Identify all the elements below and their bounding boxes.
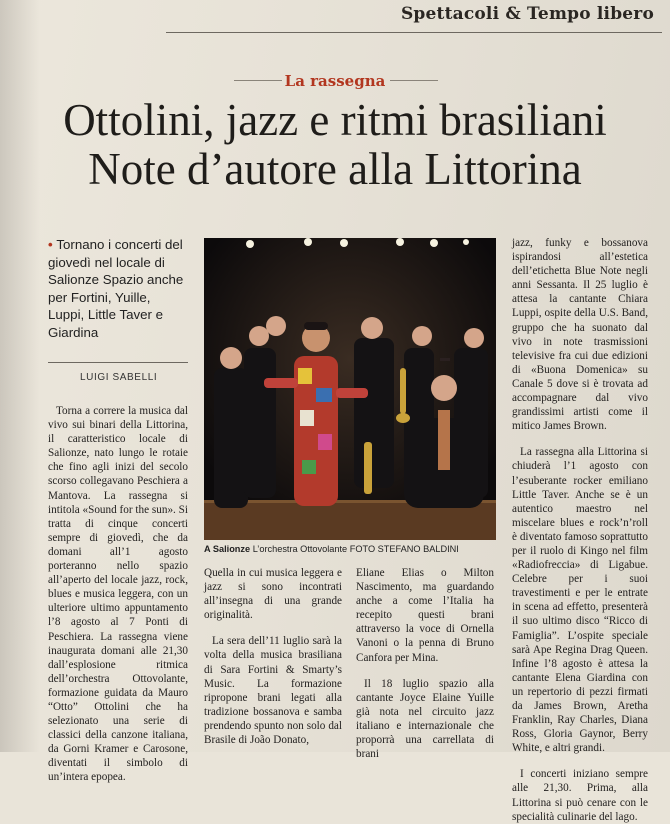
headline bbox=[0, 96, 670, 194]
concert-photo bbox=[204, 238, 496, 540]
article-column-3 bbox=[356, 566, 494, 761]
column-4-paragraph-3: I concerti iniziano sempre alle 21,30. Prima, alla Littorina si può cenare con le specialità culinarie del lago. bbox=[512, 768, 648, 823]
column-4-paragraph-1: jazz, funky e bossanova ispirandosi all’estetica dell’etichetta Blue Note negli anni Sessanta. Il 25 luglio è attesa la cantante Chiara Luppi, ospite della U.S. Band, gruppo che ha suonato dal vivo in note trasmissioni televisive fra cui due edizioni di «Buona Domenica» su Canale 5 dove si è trovata ad accompagnare dal vivo grandissimi artisti come il mitico James Brown. bbox=[512, 237, 648, 433]
column-2-paragraph-2: La sera dell’11 luglio sarà la volta della musica brasiliana di Sara Fortini & Smarty’s Music. La formazione ripropone brani legati alla tradizione bossanova e samba prendendo spunto non solo dal Brasile di João Donato, bbox=[204, 635, 342, 747]
summary-text: Tornano i concerti del giovedì nel locale di Salionze Spazio anche per Fortini, Yuille, Luppi, Little Taver e Giardina bbox=[48, 237, 184, 340]
kicker-rule-right bbox=[390, 80, 438, 81]
section-title: Spettacoli & Tempo libero bbox=[400, 4, 654, 24]
column-1-paragraph: Torna a correre la musica dal vivo sui binari della Littorina, il caratteristico locale di Salionze, nato lungo le rotaie che fino agli inizi del secolo scorso collegavano Peschiera a Mantova. La rassegna si intitola «Sound for the sun». Si tratta di cinque concerti sempre di giovedì, che da domani all’1 agosto porteranno nello spazio all’aperto del locale jazz, rock, blues e musica leggera, con un ulteriore ultimo appuntamento l’8 agosto al 7 Ponti di Peschiera. La rassegna viene inaugurata domani alle 21,30 dall’esplosione ritmica dell’orchestra Ottovolante, formazione guidata da Mauro “Otto” Ottolini che ha selezionato una serie di classici della canzone italiana, da Gorni Kramer e Carosone, diventati il simbolo di un’intera epopea. bbox=[48, 405, 188, 784]
byline-rule bbox=[48, 362, 188, 363]
article-column-4 bbox=[512, 236, 648, 824]
article-column-2 bbox=[204, 566, 342, 747]
article-summary bbox=[48, 236, 188, 341]
caption-credit: FOTO STEFANO BALDINI bbox=[349, 544, 459, 554]
byline: LUIGI SABELLI bbox=[80, 372, 158, 383]
header-rule bbox=[166, 32, 662, 33]
caption-text: L’orchestra Ottovolante bbox=[252, 544, 348, 554]
column-2-paragraph-1: Quella in cui musica leggera e jazz si sono incontrati all’insegna di una grande originalità. bbox=[204, 567, 342, 622]
kicker-label: La rassegna bbox=[284, 72, 386, 90]
column-3-paragraph-2: Il 18 luglio spazio alla cantante Joyce Elaine Yuille già nota nel circuito jazz italiano e internazionale che proporrà una carrellata di brani bbox=[356, 677, 494, 761]
orchestra-photo-illustration bbox=[204, 238, 496, 540]
caption-place: A Salionze bbox=[204, 544, 251, 554]
photo-caption bbox=[204, 544, 504, 554]
bullet-icon: • bbox=[48, 237, 57, 252]
column-4-paragraph-2: La rassegna alla Littorina si chiuderà l’1 agosto con l’esuberante rocker emiliano Little Taver. Anche se è un autentico maestro nel miscelare blues e rock’n’roll è diventato famoso soprattutto per il ruolo di Kingo nel film «Radiofreccia» di Ligabue. Celebre per i suoi travestimenti e per le entrate in scena ad effetto, presenterà il suo ultimo disco “Ricco di Famiglia”. L’ospite speciale sarà Ape Regina Drag Queen. Infine l’8 agosto è attesa la cantante Elena Giardina con un repertorio di pezzi firmati da James Brown, Aretha Franklin, Ray Charles, Diana Ross, Gloria Gaynor, Berry White, e altri grandi. bbox=[512, 446, 648, 755]
article-column-1 bbox=[48, 404, 188, 785]
column-3-paragraph-1: Eliane Elias o Milton Nascimento, ma guardando anche a come l’Italia ha recepito questi brani attraverso la voce di Ornella Vanoni o la penna di Bruno Canfora per Mina. bbox=[356, 567, 494, 664]
headline-line-2: Note d’autore alla Littorina bbox=[88, 144, 582, 194]
headline-line-1: Ottolini, jazz e ritmi brasiliani bbox=[63, 95, 607, 145]
